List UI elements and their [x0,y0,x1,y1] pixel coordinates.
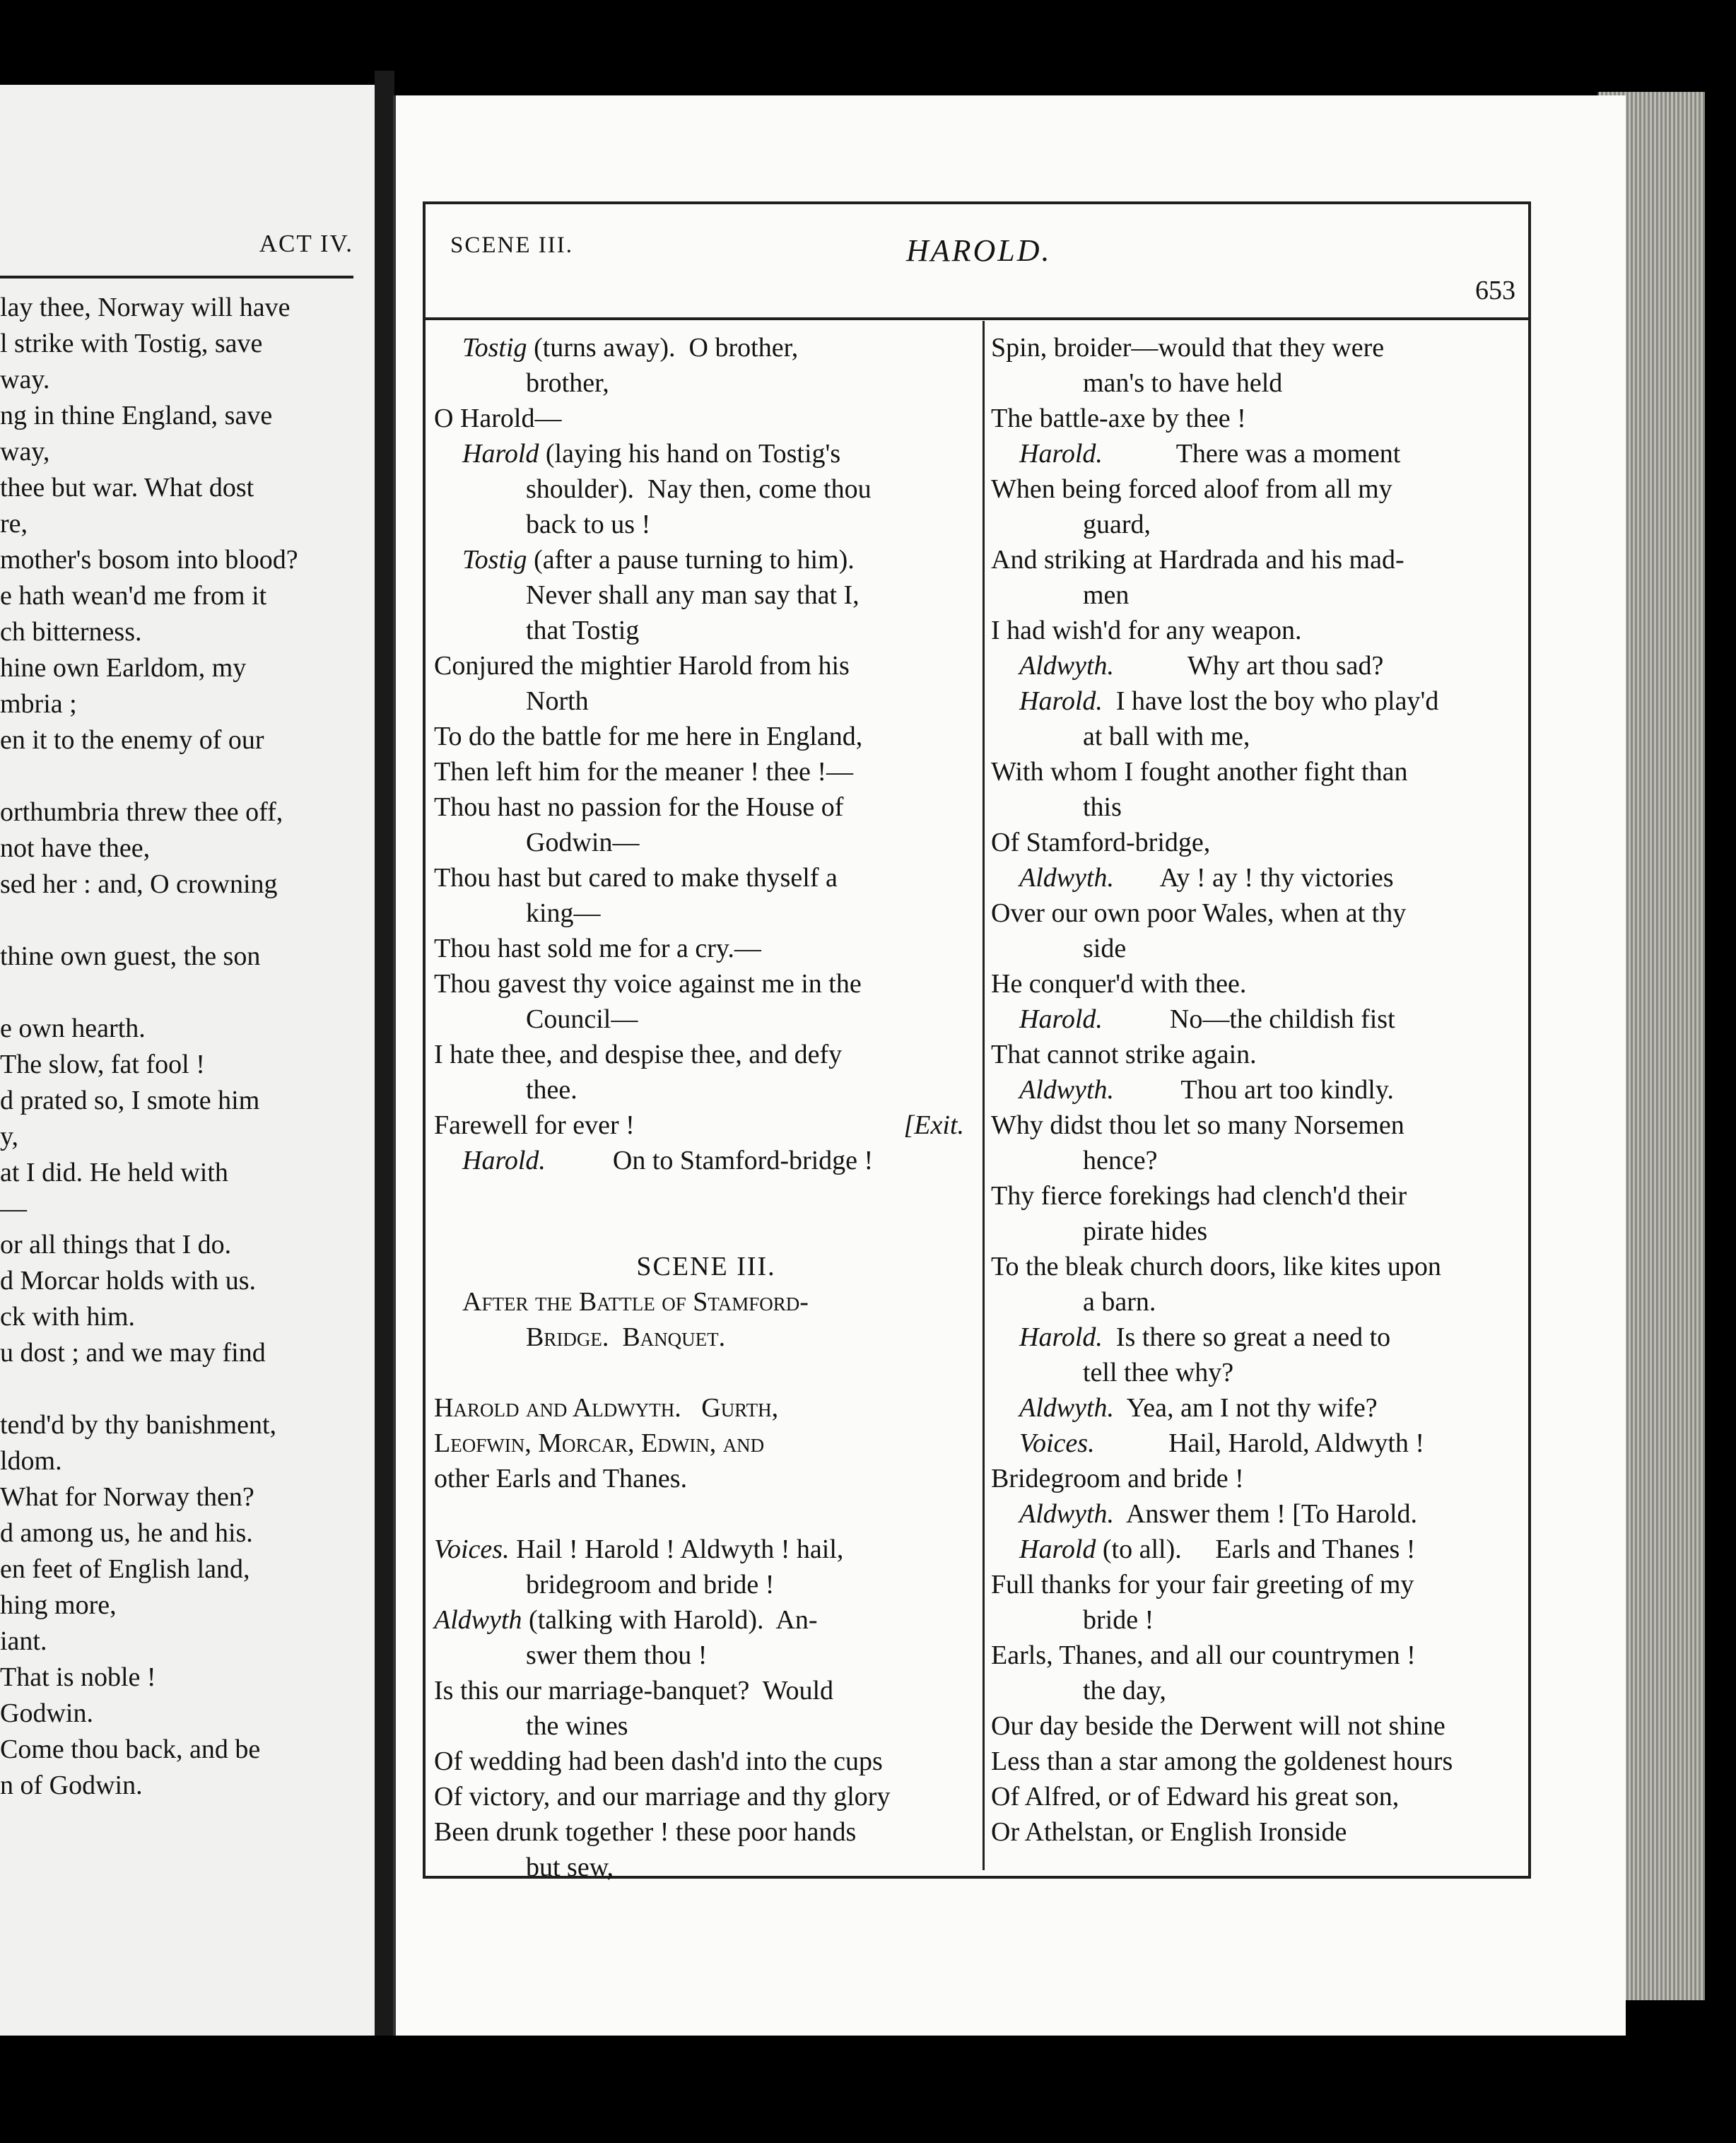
line-text: man's to have held [1083,368,1283,398]
text-line: d prated so, I smote him [0,1086,260,1115]
verse-line [991,825,1535,860]
verse-line [991,1567,1535,1602]
verse-line [434,754,978,789]
line-text: Of Alfred, or of Edward his great son, [991,1782,1400,1812]
text-line [0,758,364,794]
line-text: men [1083,580,1130,610]
text-line: ch bitterness. [0,617,142,647]
line-text: swer them thou ! [526,1640,708,1670]
line-text: Of wedding had been dash'd into the cups [434,1746,883,1776]
verse-line [991,507,1535,542]
verse-line [434,1426,978,1461]
line-text: Thou hast but cared to make thyself a [434,863,838,893]
verse-line [434,1638,978,1673]
verse-line [991,1284,1535,1320]
verse-line [991,577,1535,613]
speaker-name: Harold. [1019,1322,1103,1352]
text-line: way, [0,437,50,466]
line-text: a barn. [1083,1287,1156,1317]
line-text: bridegroom and bride ! [526,1570,775,1599]
verse-line [434,1567,978,1602]
verse-line [991,896,1535,931]
speaker-name: Aldwyth. [1019,863,1115,893]
verse-line [991,1708,1535,1744]
stage-direction: [Exit. [903,1110,964,1140]
speaker-name: Harold. [1019,439,1103,469]
text-line: u dost ; and we may find [0,1338,266,1368]
verse-line [991,1602,1535,1638]
speaker-name: Voices. [1019,1428,1095,1458]
line-text: Why art thou sad? [1114,651,1384,681]
verse-line [434,365,978,401]
verse-line [434,1355,978,1390]
line-text: To the bleak church doors, like kites upon [991,1252,1441,1281]
running-scene-header: SCENE III. [450,233,573,258]
line-text: Bridge. Banquet. [526,1322,726,1352]
scene-title: SCENE III. [636,1252,776,1281]
line-text: Thou gavest thy voice against me in the [434,969,862,999]
speech-line [991,1072,1535,1108]
line-text: He conquer'd with thee. [991,969,1247,999]
verse-line [434,789,978,825]
verse-line [434,1850,978,1885]
verse-line [991,966,1535,1002]
line-text: other Earls and Thanes. [434,1464,688,1493]
verse-line [434,719,978,754]
speaker-name: Aldwyth. [1019,651,1115,681]
verse-line [434,1072,978,1108]
line-text: Spin, broider—would that they were [991,333,1385,363]
verse-line [434,825,978,860]
text-line: mother's bosom into blood? [0,545,298,575]
line-text: On to Stamford-bridge ! [545,1146,874,1175]
verse-line [434,1178,978,1214]
line-text: That cannot strike again. [991,1040,1257,1069]
line-text: Leofwin, Morcar, Edwin, and [434,1428,765,1458]
line-text: I have lost the boy who play'd [1102,686,1439,716]
verse-line [991,1249,1535,1284]
verse-line [991,542,1535,577]
verse-line [991,1814,1535,1850]
column-divider [983,321,985,1870]
speaker-name: Harold [462,439,539,469]
line-text: Been drunk together ! these poor hands [434,1817,857,1847]
text-line: d Morcar holds with us. [0,1266,257,1296]
verse-line [434,1461,978,1496]
line-text: Our day beside the Derwent will not shine [991,1711,1445,1741]
verse-line [434,683,978,719]
line-text: the wines [526,1711,628,1741]
text-line: orthumbria threw thee off, [0,797,283,827]
text-line: The slow, fat fool ! [0,1050,205,1079]
speaker-name: Harold. [1019,1004,1103,1034]
text-line: l strike with Tostig, save [0,329,263,358]
text-line: e own hearth. [0,1014,146,1043]
speech-line [991,860,1535,896]
line-text: Less than a star among the goldenest hours [991,1746,1453,1776]
text-line: way. [0,365,50,394]
verse-line [991,1214,1535,1249]
text-line: lay thee, Norway will have [0,293,291,322]
line-text: Council— [526,1004,638,1034]
verse-line [434,1108,978,1143]
speaker-name: Voices. [434,1534,510,1564]
text-line: sed her : and, O crowning [0,869,278,899]
line-text: but sew, [526,1853,614,1882]
line-text: To do the battle for me here in England, [434,722,863,751]
text-frame [423,201,1531,1882]
line-text: When being forced aloof from all my [991,474,1392,504]
speech-line [991,436,1535,471]
verse-line [991,1108,1535,1143]
book-gutter [375,71,394,2036]
verse-line [991,1355,1535,1390]
speech-line [434,436,978,471]
verse-line [434,648,978,683]
line-text: Answer them ! [To Harold. [1114,1499,1418,1529]
line-text: And striking at Hardrada and his mad- [991,545,1404,575]
text-line: thine own guest, the son [0,941,261,971]
verse-line [991,754,1535,789]
text-line: at I did. He held with [0,1158,228,1187]
speaker-name: Tostig [462,545,527,575]
speaker-name: Harold. [1019,686,1103,716]
speech-line [434,1532,978,1567]
verse-line [434,931,978,966]
verse-line [434,860,978,896]
page-number: 653 [1475,276,1515,305]
left-header-rule [0,276,353,278]
header-rule [426,317,1528,320]
speaker-name: Harold. [462,1146,546,1175]
verse-line [991,1779,1535,1814]
verse-line [434,966,978,1002]
verse-line [991,931,1535,966]
speech-line [991,648,1535,683]
line-text: back to us ! [526,510,651,539]
line-text: North [526,686,589,716]
line-text: Or Athelstan, or English Ironside [991,1817,1347,1847]
speaker-name: Harold [1019,1534,1096,1564]
text-line: n of Godwin. [0,1771,143,1800]
line-text: Is this our marriage-banquet? Would [434,1676,834,1705]
text-line: ng in thine England, save [0,401,273,430]
text-line: or all things that I do. [0,1230,232,1260]
left-running-header: ACT IV. [259,230,353,257]
line-text: Never shall any man say that I, [526,580,860,610]
line-text: this [1083,792,1122,822]
speaker-name: Aldwyth. [1019,1393,1115,1423]
line-text: I hate thee, and despise thee, and defy [434,1040,843,1069]
text-line: y, [0,1122,19,1151]
text-line: What for Norway then? [0,1482,254,1512]
verse-line [434,471,978,507]
line-text: Conjured the mightier Harold from his [434,651,850,681]
line-text: (talking with Harold). An- [522,1605,818,1635]
line-text: Then left him for the meaner ! thee !— [434,757,853,787]
line-text: Yea, am I not thy wife? [1114,1393,1378,1423]
text-line: hing more, [0,1590,117,1620]
line-text: There was a moment [1102,439,1401,469]
verse-line [991,613,1535,648]
text-line: mbria ; [0,689,77,719]
verse-line [991,1673,1535,1708]
text-line: re, [0,509,28,539]
speech-line [991,1320,1535,1355]
verse-line [434,1284,978,1320]
line-text: brother, [526,368,609,398]
verse-line [434,1002,978,1037]
text-line: not have thee, [0,833,151,863]
line-text: No—the childish fist [1102,1004,1395,1034]
verse-line [991,1744,1535,1779]
line-text: Hail ! Harold ! Aldwyth ! hail, [509,1534,844,1564]
verse-line [434,1814,978,1850]
verse-line [434,401,978,436]
speech-line [434,542,978,577]
line-text: Is there so great a need to [1102,1322,1391,1352]
line-text: shoulder). Nay then, come thou [526,474,872,504]
line-text: Of victory, and our marriage and thy glory [434,1782,891,1812]
line-text: the day, [1083,1676,1166,1705]
verse-line [991,401,1535,436]
line-text: I had wish'd for any weapon. [991,616,1302,645]
text-line: Come thou back, and be [0,1734,261,1764]
right-column [991,330,1535,1850]
verse-line [991,719,1535,754]
line-text: Of Stamford-bridge, [991,828,1211,857]
line-text: Harold and Aldwyth. Gurth, [434,1393,779,1423]
line-text: After the Battle of Stamford- [462,1287,809,1317]
verse-line [434,896,978,931]
verse-line [991,1143,1535,1178]
speech-line [991,1532,1535,1567]
line-text: The battle-axe by thee ! [991,404,1246,433]
line-text: bride ! [1083,1605,1154,1635]
line-text: Farewell for ever ! [434,1110,635,1140]
speech-line [434,1143,978,1178]
speech-line [991,1496,1535,1532]
line-text: Thou hast sold me for a cry.— [434,934,761,963]
verse-line [434,1708,978,1744]
speech-line [434,330,978,365]
verse-line [434,1037,978,1072]
text-line: — [0,1194,27,1223]
verse-line [434,613,978,648]
line-text: king— [526,898,601,928]
line-text: side [1083,934,1127,963]
verse-line [434,1496,978,1532]
left-page-text [0,290,364,1804]
verse-line [991,471,1535,507]
verse-line [991,1037,1535,1072]
text-line [0,903,364,939]
line-text: (turns away). O brother, [527,333,799,363]
line-text: Ay ! ay ! thy victories [1114,863,1394,893]
right-page [393,95,1626,2036]
line-text: thee. [526,1075,577,1105]
text-line: Godwin. [0,1698,93,1728]
verse-line [434,1673,978,1708]
line-text: Thy fierce forekings had clench'd their [991,1181,1407,1211]
verse-line [991,789,1535,825]
speech-line [434,1602,978,1638]
speaker-name: Tostig [462,333,527,363]
speech-line [991,1426,1535,1461]
text-line: hine own Earldom, my [0,653,247,683]
verse-line [434,1320,978,1355]
text-line: en feet of English land, [0,1554,250,1584]
speaker-name: Aldwyth [434,1605,522,1635]
text-line: d among us, he and his. [0,1518,253,1548]
line-text: guard, [1083,510,1151,539]
line-text: Godwin— [526,828,640,857]
line-text: Thou art too kindly. [1114,1075,1394,1105]
verse-line [434,1779,978,1814]
text-line: en it to the enemy of our [0,725,264,755]
text-line [0,1371,364,1407]
verse-line [991,1638,1535,1673]
verse-line [991,1461,1535,1496]
speech-line [991,683,1535,719]
line-text: that Tostig [526,616,640,645]
line-text: O Harold— [434,404,562,433]
verse-line [434,507,978,542]
text-line: ldom. [0,1446,62,1476]
line-text: Hail, Harold, Aldwyth ! [1094,1428,1425,1458]
left-page [0,85,377,2036]
text-line: e hath wean'd me from it [0,581,267,611]
text-line: iant. [0,1626,47,1656]
line-text: hence? [1083,1146,1158,1175]
line-text: (laying his hand on Tostig's [539,439,841,469]
speaker-name: Aldwyth. [1019,1075,1115,1105]
line-text: Bridegroom and bride ! [991,1464,1244,1493]
verse-line [434,1744,978,1779]
text-line: That is noble ! [0,1662,156,1692]
line-text: With whom I fought another fight than [991,757,1408,787]
line-text: (to all). Earls and Thanes ! [1096,1534,1416,1564]
verse-line [991,330,1535,365]
line-text: tell thee why? [1083,1358,1234,1387]
line-text: Thou hast no passion for the House of [434,792,844,822]
speech-line [991,1002,1535,1037]
line-text: pirate hides [1083,1216,1208,1246]
speech-line [991,1390,1535,1426]
verse-line [434,577,978,613]
line-text: Over our own poor Wales, when at thy [991,898,1407,928]
left-column [434,330,978,1885]
text-line: thee but war. What dost [0,473,254,503]
line-text: (after a pause turning to him). [527,545,855,575]
verse-line [991,365,1535,401]
text-line: ck with him. [0,1302,136,1332]
speaker-name: Aldwyth. [1019,1499,1115,1529]
verse-line [434,1390,978,1426]
line-text: Why didst thou let so many Norsemen [991,1110,1404,1140]
text-line: tend'd by thy banishment, [0,1410,277,1440]
line-text: at ball with me, [1083,722,1250,751]
verse-line [991,1178,1535,1214]
line-text: Full thanks for your fair greeting of my [991,1570,1414,1599]
running-title: HAROLD. [906,233,1052,268]
line-text: Earls, Thanes, and all our countrymen ! [991,1640,1416,1670]
verse-line [434,1214,978,1249]
text-line [0,975,364,1011]
